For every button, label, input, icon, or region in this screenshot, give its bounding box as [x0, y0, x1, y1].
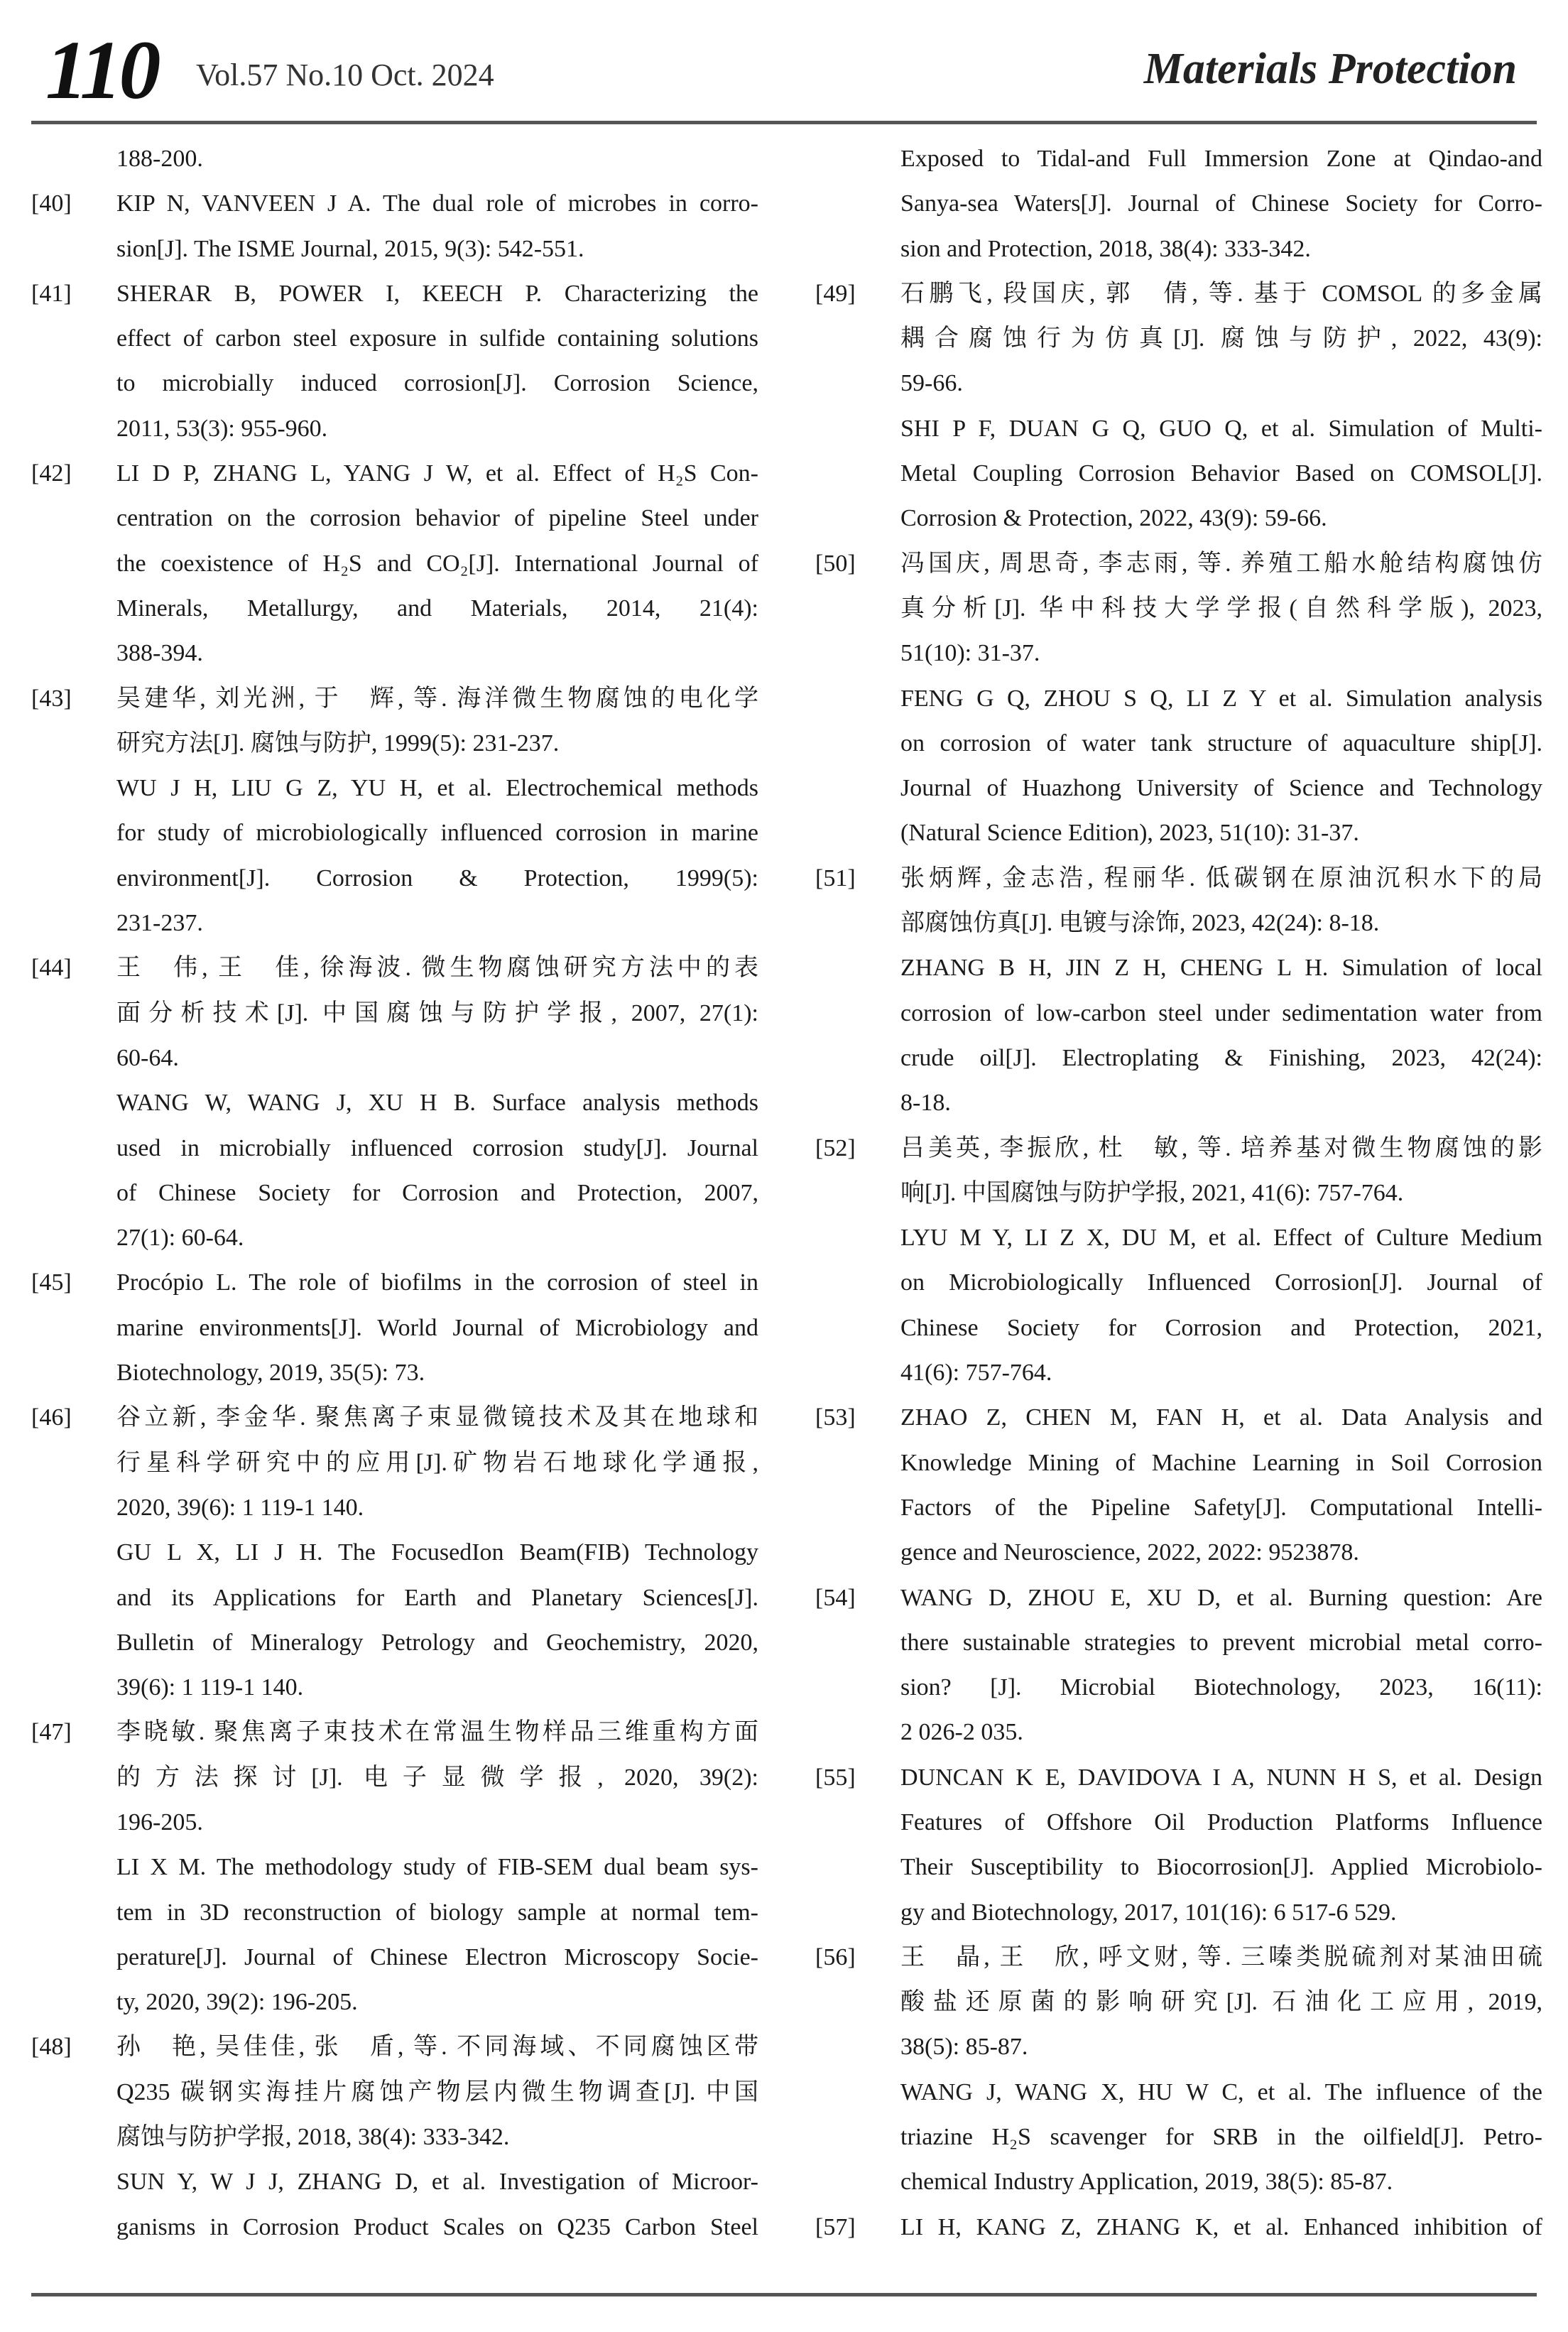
reference-text: perature[J]. Journal of Chinese Electron Microscopy Socie-	[116, 1943, 758, 1970]
reference-line	[815, 766, 1542, 810]
reference-line	[31, 721, 758, 766]
reference-number: [54]	[815, 1584, 856, 1611]
reference-line	[815, 1576, 1542, 1620]
reference-text: 38(5): 85-87.	[900, 2034, 1028, 2061]
reference-line	[815, 541, 1542, 586]
reference-line	[31, 901, 758, 945]
reference-text: used in microbially influenced corrosion study[J]. Journal	[116, 1134, 758, 1161]
reference-line	[31, 1710, 758, 1755]
reference-text: there sustainable strategies to prevent microbial metal corro-	[900, 1629, 1542, 1656]
reference-text: for study of microbiologically influenced corrosion in marine	[116, 820, 758, 847]
reference-line	[31, 2024, 758, 2069]
reference-text: sion and Protection, 2018, 38(4): 333-342.	[900, 235, 1311, 262]
reference-line	[31, 136, 758, 181]
reference-number: [57]	[815, 2213, 856, 2240]
reference-text: on corrosion of water tank structure of aquaculture ship[J].	[900, 730, 1542, 756]
reference-text: LI D P, ZHANG L, YANG J W, et al. Effect of H₂S Con-	[116, 460, 758, 487]
reference-text: 研究方法[J]. 腐蚀与防护, 1999(5): 231-237.	[116, 730, 560, 756]
reference-text: 耦合腐蚀行为仿真[J]. 腐蚀与防护, 2022, 43(9):	[900, 325, 1542, 352]
reference-text: Q235 碳钢实海挂片腐蚀产物层内微生物调查[J]. 中国	[116, 2078, 758, 2105]
reference-line	[815, 271, 1542, 316]
reference-text: 8-18.	[900, 1090, 951, 1117]
reference-number: [46]	[31, 1404, 72, 1431]
reference-text: 张炳辉, 金志浩, 程丽华. 低碳钢在原油沉积水下的局	[900, 864, 1542, 891]
reference-text: gy and Biotechnology, 2017, 101(16): 6 517-6 529.	[900, 1899, 1397, 1926]
reference-line	[31, 541, 758, 586]
reference-text: SUN Y, W J J, ZHANG D, et al. Investigation of Microor-	[116, 2169, 758, 2196]
reference-text: chemical Industry Application, 2019, 38(5): 85-87.	[900, 2169, 1393, 2196]
reference-line	[815, 136, 1542, 181]
reference-line	[815, 901, 1542, 945]
reference-line	[31, 1890, 758, 1935]
reference-text: on Microbiologically Influenced Corrosion[J]. Journal of	[900, 1269, 1542, 1296]
reference-number: [41]	[31, 280, 72, 307]
reference-text: 41(6): 757-764.	[900, 1360, 1052, 1387]
reference-text: tem in 3D reconstruction of biology sample at normal tem-	[116, 1899, 758, 1926]
reference-text: 388-394.	[116, 640, 203, 667]
reference-text: 2011, 53(3): 955-960.	[116, 415, 328, 442]
reference-line	[815, 181, 1542, 226]
reference-line	[815, 1215, 1542, 1260]
reference-line	[815, 1036, 1542, 1080]
reference-text: gence and Neuroscience, 2022, 2022: 9523878.	[900, 1539, 1359, 1566]
reference-line	[31, 1800, 758, 1845]
reference-text: of Chinese Society for Corrosion and Protection, 2007,	[116, 1179, 758, 1206]
reference-text: (Natural Science Edition), 2023, 51(10): 31-37.	[900, 820, 1359, 847]
reference-text: Chinese Society for Corrosion and Protection, 2021,	[900, 1314, 1542, 1341]
reference-text: GU L X, LI J H. The FocusedIon Beam(FIB) Technology	[116, 1539, 758, 1566]
reference-line	[31, 406, 758, 451]
reference-text: Journal of Huazhong University of Science and Technology	[900, 775, 1542, 802]
reference-line	[815, 1845, 1542, 1889]
reference-line	[815, 810, 1542, 855]
reference-line	[31, 991, 758, 1036]
reference-text: Exposed to Tidal-and Full Immersion Zone at Qindao-and	[900, 146, 1542, 172]
reference-text: Minerals, Metallurgy, and Materials, 2014, 21(4):	[116, 595, 758, 622]
reference-line	[815, 1395, 1542, 1440]
reference-text: centration on the corrosion behavior of pipeline Steel under	[116, 505, 758, 532]
reference-line	[815, 1126, 1542, 1171]
reference-line	[815, 1485, 1542, 1530]
reference-text: 60-64.	[116, 1044, 179, 1071]
reference-text: 196-205.	[116, 1808, 203, 1835]
reference-text: 面分析技术[J]. 中国腐蚀与防护学报, 2007, 27(1):	[116, 999, 758, 1026]
reference-text: 27(1): 60-64.	[116, 1225, 244, 1252]
reference-text: 王 晶, 王 欣, 呼文财, 等. 三嗪类脱硫剂对某油田硫	[900, 1943, 1542, 1970]
reference-text: triazine H₂S scavenger for SRB in the oilfield[J]. Petro-	[900, 2124, 1542, 2151]
reference-text: Bulletin of Mineralogy Petrology and Geochemistry, 2020,	[116, 1629, 758, 1656]
reference-text: ZHAO Z, CHEN M, FAN H, et al. Data Analysis and	[900, 1404, 1542, 1431]
reference-text: 行星科学研究中的应用[J].矿物岩石地球化学通报,	[116, 1449, 758, 1476]
page-number: 110	[45, 23, 158, 116]
reference-line	[31, 1935, 758, 1980]
reference-line	[31, 1980, 758, 2024]
reference-line	[31, 1171, 758, 1215]
reference-number: [55]	[815, 1764, 856, 1791]
reference-line	[31, 2159, 758, 2204]
reference-number: [48]	[31, 2034, 72, 2061]
reference-line	[815, 451, 1542, 496]
page-header	[0, 0, 1568, 142]
reference-text: 酸盐还原菌的影响研究[J]. 石油化工应用, 2019,	[900, 1989, 1542, 2016]
reference-number: [42]	[31, 460, 72, 487]
reference-line	[31, 1395, 758, 1440]
footer-rule	[31, 2293, 1537, 2296]
reference-line	[31, 496, 758, 541]
reference-text: SHERAR B, POWER I, KEECH P. Characterizing the	[116, 280, 758, 307]
reference-text: 吕美英, 李振欣, 杜 敏, 等. 培养基对微生物腐蚀的影	[900, 1134, 1542, 1161]
reference-text: 188-200.	[116, 146, 203, 172]
reference-line	[815, 1935, 1542, 1980]
reference-line	[31, 1036, 758, 1080]
reference-line	[31, 1530, 758, 1575]
journal-title: Materials Protection	[1143, 45, 1517, 93]
reference-text: crude oil[J]. Electroplating & Finishing, 2023, 42(24):	[900, 1044, 1542, 1071]
reference-number: [51]	[815, 864, 856, 891]
reference-line	[815, 1620, 1542, 1665]
reference-text: WANG W, WANG J, XU H B. Surface analysis methods	[116, 1090, 758, 1117]
reference-number: [45]	[31, 1269, 72, 1296]
reference-number: [53]	[815, 1404, 856, 1431]
reference-line	[815, 2024, 1542, 2069]
reference-line	[815, 856, 1542, 901]
reference-line	[31, 227, 758, 271]
reference-text: WANG J, WANG X, HU W C, et al. The influence of the	[900, 2078, 1542, 2105]
reference-line	[815, 2115, 1542, 2159]
reference-text: Features of Offshore Oil Production Platforms Influence	[900, 1808, 1542, 1835]
reference-line	[815, 1441, 1542, 1485]
reference-line	[815, 2070, 1542, 2115]
reference-line	[31, 1665, 758, 1710]
reference-line	[815, 721, 1542, 766]
reference-text: 真分析[J]. 华中科技大学学报(自然科学版), 2023,	[900, 595, 1542, 622]
reference-number: [44]	[31, 955, 72, 982]
reference-line	[815, 945, 1542, 990]
reference-text: SHI P F, DUAN G Q, GUO Q, et al. Simulation of Multi-	[900, 415, 1542, 442]
reference-text: 吴建华, 刘光洲, 于 辉, 等. 海洋微生物腐蚀的电化学	[116, 685, 758, 712]
reference-text: corrosion of low-carbon steel under sedimentation water from	[900, 999, 1542, 1026]
reference-line	[31, 676, 758, 721]
reference-text: Factors of the Pipeline Safety[J]. Computational Intelli-	[900, 1494, 1542, 1521]
reference-text: sion? [J]. Microbial Biotechnology, 2023, 16(11):	[900, 1674, 1542, 1701]
reference-line	[815, 406, 1542, 451]
reference-text: 2020, 39(6): 1 119-1 140.	[116, 1494, 364, 1521]
reference-text: 谷立新, 李金华. 聚焦离子束显微镜技术及其在地球和	[116, 1404, 758, 1431]
reference-text: 孙 艳, 吴佳佳, 张 盾, 等. 不同海域、不同腐蚀区带	[116, 2034, 758, 2061]
reference-line	[31, 631, 758, 676]
reference-line	[815, 631, 1542, 676]
references-right-column	[815, 136, 1542, 2250]
reference-text: LYU M Y, LI Z X, DU M, et al. Effect of Culture Medium	[900, 1225, 1542, 1252]
reference-line	[31, 1755, 758, 1800]
reference-line	[31, 2115, 758, 2159]
reference-text: ty, 2020, 39(2): 196-205.	[116, 1989, 358, 2016]
reference-text: 王 伟, 王 佳, 徐海波. 微生物腐蚀研究方法中的表	[116, 955, 758, 982]
issue-info: Vol.57 No.10 Oct. 2024	[196, 58, 494, 92]
reference-text: ganisms in Corrosion Product Scales on Q235 Carbon Steel	[116, 2213, 758, 2240]
reference-text: FENG G Q, ZHOU S Q, LI Z Y et al. Simulation analysis	[900, 685, 1542, 712]
reference-line	[31, 361, 758, 406]
reference-text: 51(10): 31-37.	[900, 640, 1040, 667]
reference-text: 腐蚀与防护学报, 2018, 38(4): 333-342.	[116, 2124, 510, 2151]
reference-line	[31, 1080, 758, 1125]
reference-number: [47]	[31, 1719, 72, 1746]
reference-line	[815, 1710, 1542, 1755]
reference-text: 部腐蚀仿真[J]. 电镀与涂饰, 2023, 42(24): 8-18.	[900, 910, 1380, 937]
reference-line	[31, 810, 758, 855]
reference-line	[31, 586, 758, 631]
reference-text: sion[J]. The ISME Journal, 2015, 9(3): 542-551.	[116, 235, 584, 262]
reference-text: 李晓敏. 聚焦离子束技术在常温生物样品三维重构方面	[116, 1719, 758, 1746]
reference-text: Sanya-sea Waters[J]. Journal of Chinese Society for Corro-	[900, 190, 1542, 217]
header-rule	[31, 121, 1537, 124]
reference-number: [43]	[31, 685, 72, 712]
reference-text: and its Applications for Earth and Planetary Sciences[J].	[116, 1584, 758, 1611]
reference-line	[31, 1441, 758, 1485]
reference-text: DUNCAN K E, DAVIDOVA I A, NUNN H S, et al. Design	[900, 1764, 1542, 1791]
reference-number: [50]	[815, 550, 856, 577]
reference-line	[31, 1485, 758, 1530]
reference-line	[815, 1980, 1542, 2024]
reference-line	[815, 227, 1542, 271]
reference-text: LI H, KANG Z, ZHANG K, et al. Enhanced inhibition of	[900, 2213, 1542, 2240]
reference-line	[815, 1530, 1542, 1575]
reference-line	[31, 1260, 758, 1305]
reference-number: [56]	[815, 1943, 856, 1970]
reference-line	[31, 1576, 758, 1620]
reference-line	[815, 496, 1542, 541]
reference-line	[815, 2205, 1542, 2250]
reference-line	[31, 1845, 758, 1889]
reference-text: Biotechnology, 2019, 35(5): 73.	[116, 1360, 425, 1387]
reference-line	[815, 991, 1542, 1036]
reference-line	[815, 316, 1542, 361]
reference-text: effect of carbon steel exposure in sulfide containing solutions	[116, 325, 758, 352]
reference-number: [49]	[815, 280, 856, 307]
reference-line	[815, 1306, 1542, 1350]
reference-line	[815, 1350, 1542, 1395]
reference-text: WU J H, LIU G Z, YU H, et al. Electrochemical methods	[116, 775, 758, 802]
reference-line	[31, 2205, 758, 2250]
reference-text: environment[J]. Corrosion & Protection, 1999(5):	[116, 864, 758, 891]
reference-text: marine environments[J]. World Journal of Microbiology and	[116, 1314, 758, 1341]
reference-text: ZHANG B H, JIN Z H, CHENG L H. Simulation of local	[900, 955, 1542, 982]
reference-text: 的方法探讨[J]. 电子显微学报, 2020, 39(2):	[116, 1764, 758, 1791]
reference-text: 231-237.	[116, 910, 203, 937]
reference-text: 响[J]. 中国腐蚀与防护学报, 2021, 41(6): 757-764.	[900, 1179, 1404, 1206]
reference-text: WANG D, ZHOU E, XU D, et al. Burning question: Are	[900, 1584, 1542, 1611]
reference-number: [52]	[815, 1134, 856, 1161]
reference-line	[815, 1800, 1542, 1845]
reference-line	[815, 1080, 1542, 1125]
reference-line	[31, 1350, 758, 1395]
reference-line	[815, 1755, 1542, 1800]
reference-line	[31, 1215, 758, 1260]
reference-line	[31, 316, 758, 361]
reference-text: Procópio L. The role of biofilms in the corrosion of steel in	[116, 1269, 758, 1296]
reference-text: the coexistence of H₂S and CO₂[J]. International Journal of	[116, 550, 758, 577]
reference-text: 2 026-2 035.	[900, 1719, 1023, 1746]
reference-text: Knowledge Mining of Machine Learning in Soil Corrosion	[900, 1449, 1542, 1476]
reference-line	[31, 1306, 758, 1350]
reference-text: Corrosion & Protection, 2022, 43(9): 59-66.	[900, 505, 1327, 532]
reference-line	[815, 1665, 1542, 1710]
reference-text: 59-66.	[900, 370, 963, 397]
reference-text: to microbially induced corrosion[J]. Corrosion Science,	[116, 370, 758, 397]
reference-line	[815, 586, 1542, 631]
reference-line	[31, 2070, 758, 2115]
reference-number: [40]	[31, 190, 72, 217]
reference-text: Metal Coupling Corrosion Behavior Based on COMSOL[J].	[900, 460, 1542, 487]
reference-line	[31, 181, 758, 226]
reference-line	[31, 1620, 758, 1665]
reference-line	[815, 361, 1542, 406]
reference-text: Their Susceptibility to Biocorrosion[J]. Applied Microbiolo-	[900, 1854, 1542, 1881]
reference-text: LI X M. The methodology study of FIB-SEM dual beam sys-	[116, 1854, 758, 1881]
reference-text: 石鹏飞, 段国庆, 郭 倩, 等. 基于 COMSOL 的多金属	[900, 280, 1542, 307]
reference-line	[31, 271, 758, 316]
reference-text: 冯国庆, 周思奇, 李志雨, 等. 养殖工船水舱结构腐蚀仿	[900, 550, 1542, 577]
reference-line	[815, 1171, 1542, 1215]
reference-line	[31, 1126, 758, 1171]
references-left-column	[31, 136, 758, 2250]
reference-line	[815, 676, 1542, 721]
reference-line	[815, 1890, 1542, 1935]
reference-line	[31, 945, 758, 990]
reference-line	[31, 766, 758, 810]
reference-line	[815, 1260, 1542, 1305]
reference-line	[31, 856, 758, 901]
reference-text: KIP N, VANVEEN J A. The dual role of microbes in corro-	[116, 190, 758, 217]
reference-line	[31, 451, 758, 496]
reference-line	[815, 2159, 1542, 2204]
reference-text: 39(6): 1 119-1 140.	[116, 1674, 304, 1701]
